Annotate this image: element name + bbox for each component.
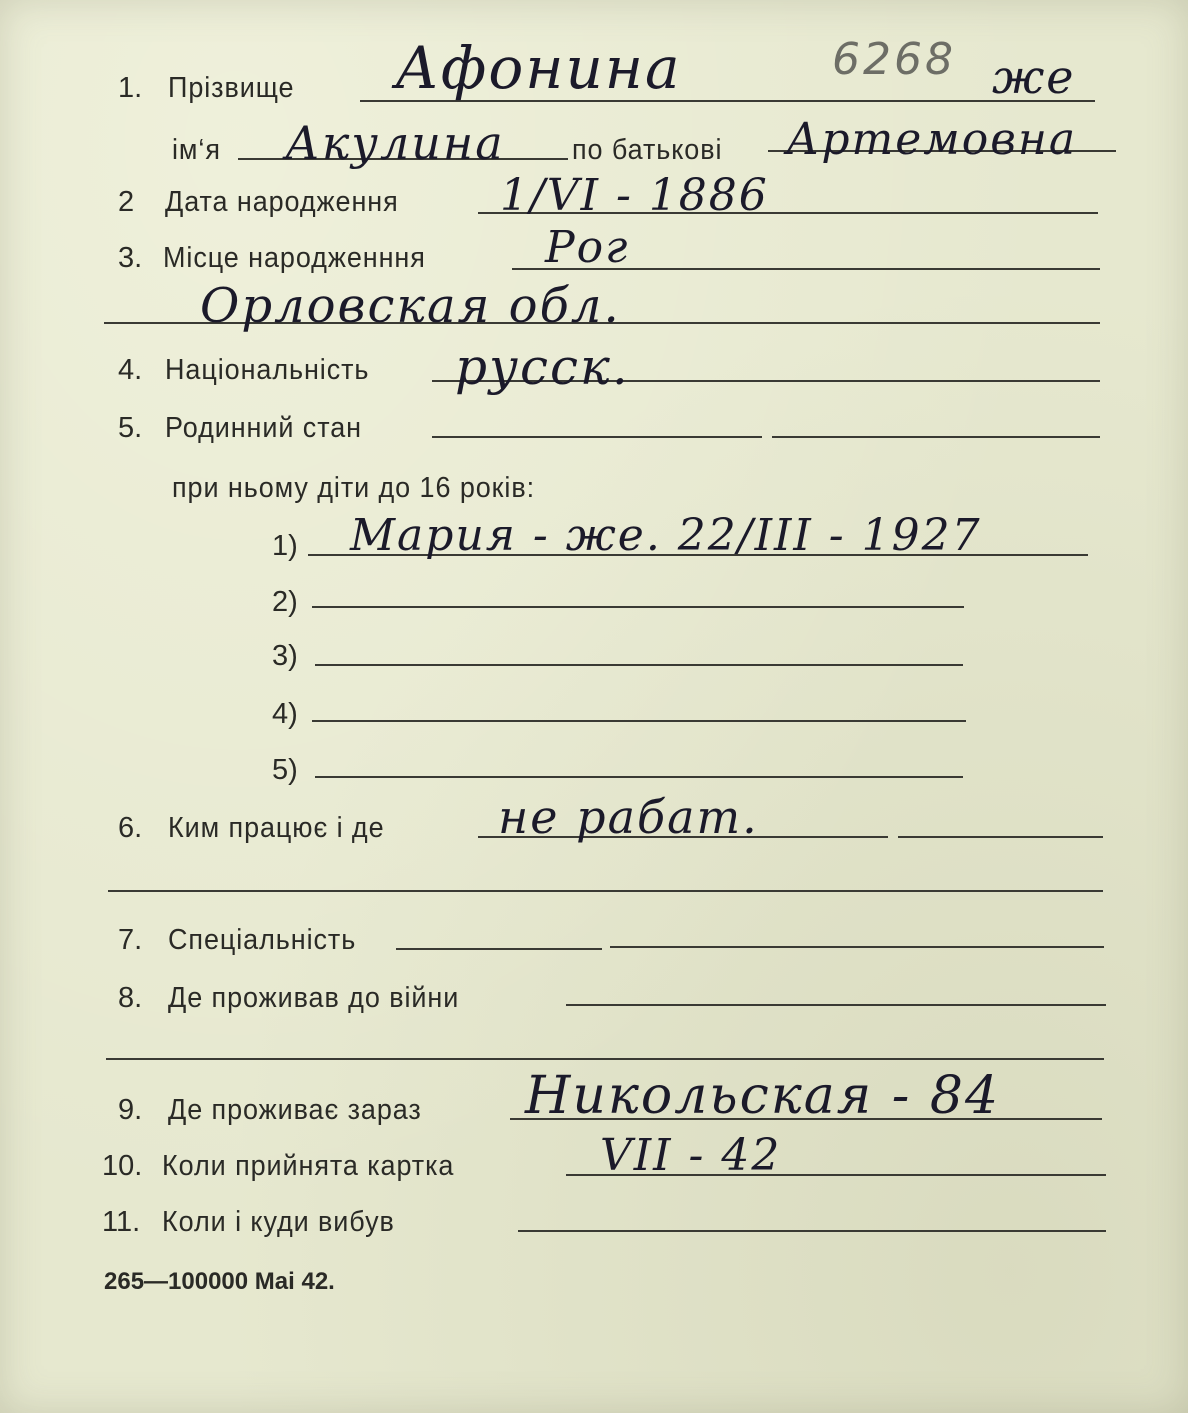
birth-place-value-line2: Орловская обл.: [200, 278, 621, 334]
field-number: 2: [118, 186, 135, 218]
surname-label: Прізвище: [168, 72, 295, 104]
current-residence-label: Де проживає зараз: [168, 1094, 422, 1126]
work-line-2: [108, 890, 1103, 892]
patronymic-label: по батькові: [572, 134, 723, 166]
child-line: [312, 720, 966, 722]
birth-date-value: 1/VI - 1886: [500, 170, 769, 221]
field-number: 1.: [118, 72, 143, 104]
name-value: Акулина: [285, 116, 505, 170]
field-number: 10.: [102, 1150, 143, 1182]
work-line-b: [898, 836, 1103, 838]
specialty-label: Спеціальність: [168, 924, 357, 956]
surname-value: Афонина: [395, 34, 682, 102]
children-label: при ньому діти до 16 років:: [172, 472, 536, 504]
field-number: 4.: [118, 354, 143, 386]
prewar-residence-line: [566, 1004, 1106, 1006]
nationality-value: русск.: [455, 338, 630, 396]
child-line: [315, 776, 963, 778]
marital-status-line-a: [432, 436, 762, 438]
surname-suffix: же: [992, 50, 1076, 104]
child-number: 4): [272, 698, 298, 730]
card-issued-value: VII - 42: [600, 1130, 782, 1181]
field-number: 5.: [118, 412, 143, 444]
patronymic-value: Артемовна: [786, 114, 1078, 165]
specialty-line-b: [610, 946, 1104, 948]
prewar-residence-label: Де проживав до війни: [168, 982, 460, 1014]
child-line: [312, 606, 964, 608]
current-residence-value: Никольская - 84: [525, 1066, 1001, 1126]
field-number: 9.: [118, 1094, 143, 1126]
work-label: Ким працює і де: [168, 812, 385, 844]
child-number: 5): [272, 754, 298, 786]
departed-label: Коли і куди вибув: [162, 1206, 395, 1238]
print-footer: 265—100000 Mai 42.: [104, 1268, 335, 1295]
name-label: ім‘я: [172, 134, 221, 166]
child-value: Мария - же. 22/III - 1927: [350, 510, 982, 561]
birth-place-value: Рог: [545, 222, 630, 273]
birth-place-label: Місце народженння: [163, 242, 426, 274]
nationality-label: Національність: [165, 354, 370, 386]
child-number: 2): [272, 586, 298, 618]
field-number: 8.: [118, 982, 143, 1014]
field-number: 7.: [118, 924, 143, 956]
marital-status-line-b: [772, 436, 1100, 438]
card-number: 6268: [832, 34, 956, 85]
field-number: 3.: [118, 242, 143, 274]
specialty-line-a: [396, 948, 602, 950]
marital-status-label: Родинний стан: [165, 412, 362, 444]
child-number: 1): [272, 530, 298, 562]
child-number: 3): [272, 640, 298, 672]
departed-line: [518, 1230, 1106, 1232]
field-number: 11.: [102, 1206, 141, 1238]
child-line: [315, 664, 963, 666]
birth-date-label: Дата народження: [165, 186, 399, 218]
prewar-residence-line-2: [106, 1058, 1104, 1060]
work-value: не рабат.: [498, 790, 759, 844]
card-issued-label: Коли прийнята картка: [162, 1150, 455, 1182]
field-number: 6.: [118, 812, 143, 844]
